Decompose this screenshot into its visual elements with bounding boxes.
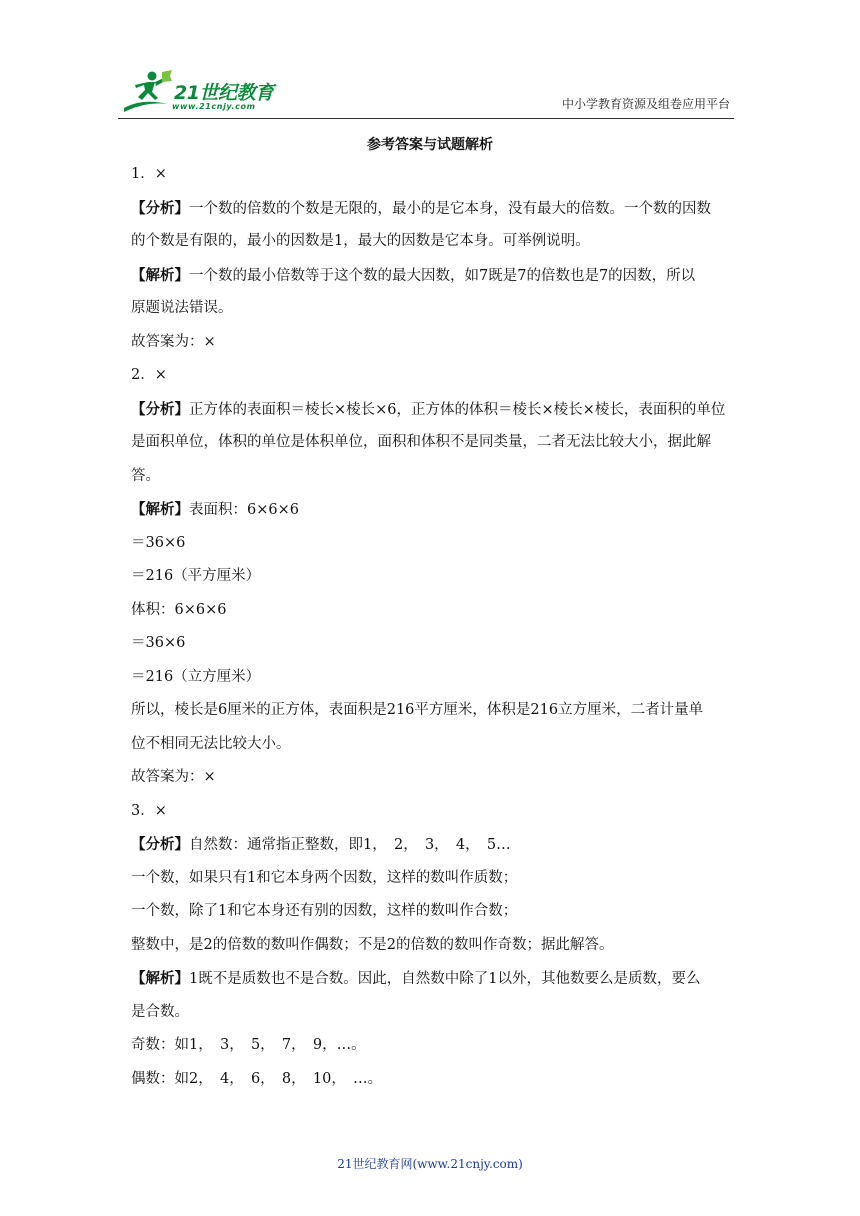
line-text: 一个数，如果只有1和它本身两个因数，这样的数叫作质数； (131, 869, 518, 886)
line-text: ＝216（立方厘米） (131, 668, 261, 685)
section-tag: 【分析】 (131, 400, 189, 418)
runner-logo-icon (122, 68, 174, 114)
line-text: 是面积单位，体积的单位是体积单位，面积和体积不是同类量，二者无法比较大小，据此解 (131, 434, 711, 450)
text-line (131, 1029, 731, 1063)
line-text: 3．× (131, 802, 167, 819)
line-text: 原题说法错误。 (131, 300, 233, 316)
text-line (131, 560, 731, 594)
page-title: 参考答案与试题解析 (367, 137, 493, 153)
text-line (131, 192, 731, 226)
line-text: 一个数，除了1和它本身还有别的因数，这样的数叫作合数； (131, 903, 518, 919)
line-text: ＝216（平方厘米） (131, 568, 261, 584)
text-line (131, 225, 731, 259)
text-line (131, 426, 731, 460)
text-line (131, 527, 731, 561)
line-text: 的个数是有限的，最小的因数是1，最大的因数是它本身。可举例说明。 (131, 233, 590, 249)
text-line (131, 460, 731, 494)
text-line (131, 895, 731, 929)
line-text: 位不相同无法比较大小。 (131, 735, 291, 752)
site-logo (122, 68, 292, 116)
section-tag: 【分析】 (131, 836, 189, 853)
section-tag: 【解析】 (131, 501, 189, 518)
text-line (131, 761, 731, 795)
line-text: 1既不是质数也不是合数。因此，自然数中除了1以外，其他数要么是质数，要么 (189, 971, 701, 987)
logo-url: www.21cnjy.com (172, 102, 256, 111)
text-line (131, 661, 731, 695)
section-tag: 【解析】 (131, 970, 189, 987)
line-text: 2．× (131, 367, 167, 383)
line-text: 1．× (131, 166, 167, 182)
section-tag: 【解析】 (131, 266, 189, 284)
text-line (131, 962, 731, 996)
line-text: 体积：6×6×6 (131, 601, 227, 618)
text-line (131, 1063, 731, 1097)
header-divider (118, 118, 734, 119)
text-line (131, 158, 731, 192)
text-line (131, 326, 731, 360)
text-line (131, 996, 731, 1030)
text-line (131, 627, 731, 661)
line-text: 故答案为：× (131, 333, 216, 350)
line-text: 一个数的最小倍数等于这个数的最大因数，如7既是7的倍数也是7的因数，所以 (189, 267, 696, 284)
text-line (131, 393, 731, 427)
text-line (131, 862, 731, 896)
line-text: 自然数：通常指正整数，即1， 2， 3， 4， 5… (189, 837, 511, 853)
section-tag: 【分析】 (131, 199, 189, 217)
text-line (131, 594, 731, 628)
line-text: ＝36×6 (131, 534, 186, 551)
text-line (131, 795, 731, 829)
text-line (131, 694, 731, 728)
line-text: ＝36×6 (131, 635, 186, 651)
line-text: 偶数：如2， 4， 6， 8， 10， …。 (131, 1070, 383, 1087)
line-text: 一个数的倍数的个数是无限的，最小的是它本身，没有最大的倍数。一个数的因数 (189, 200, 711, 217)
line-text: 故答案为：× (131, 769, 216, 785)
platform-name: 中小学教育资源及组卷应用平台 (561, 97, 730, 111)
page-header (0, 0, 860, 120)
text-line (131, 828, 731, 862)
text-line (131, 259, 731, 293)
line-text: 答。 (131, 467, 160, 484)
text-line (131, 728, 731, 762)
text-line (131, 929, 731, 963)
line-text: 表面积：6×6×6 (189, 502, 299, 518)
text-line (131, 493, 731, 527)
line-text: 所以，棱长是6厘米的正方体，表面积是216平方厘米，体积是216立方厘米，二者计量单 (131, 702, 704, 718)
line-text: 整数中，是2的倍数的数叫作偶数；不是2的倍数的数叫作奇数；据此解答。 (131, 936, 614, 953)
answer-content (131, 158, 731, 1096)
logo-text: 21世纪教育 (174, 82, 274, 104)
page-footer: 21世纪教育网(www.21cnjy.com) (337, 1157, 523, 1171)
text-line (131, 292, 731, 326)
line-text: 正方体的表面积＝棱长×棱长×6，正方体的体积＝棱长×棱长×棱长，表面积的单位 (189, 401, 726, 418)
text-line (131, 359, 731, 393)
line-text: 奇数：如1， 3， 5， 7， 9，…。 (131, 1037, 366, 1053)
line-text: 是合数。 (131, 1003, 189, 1020)
